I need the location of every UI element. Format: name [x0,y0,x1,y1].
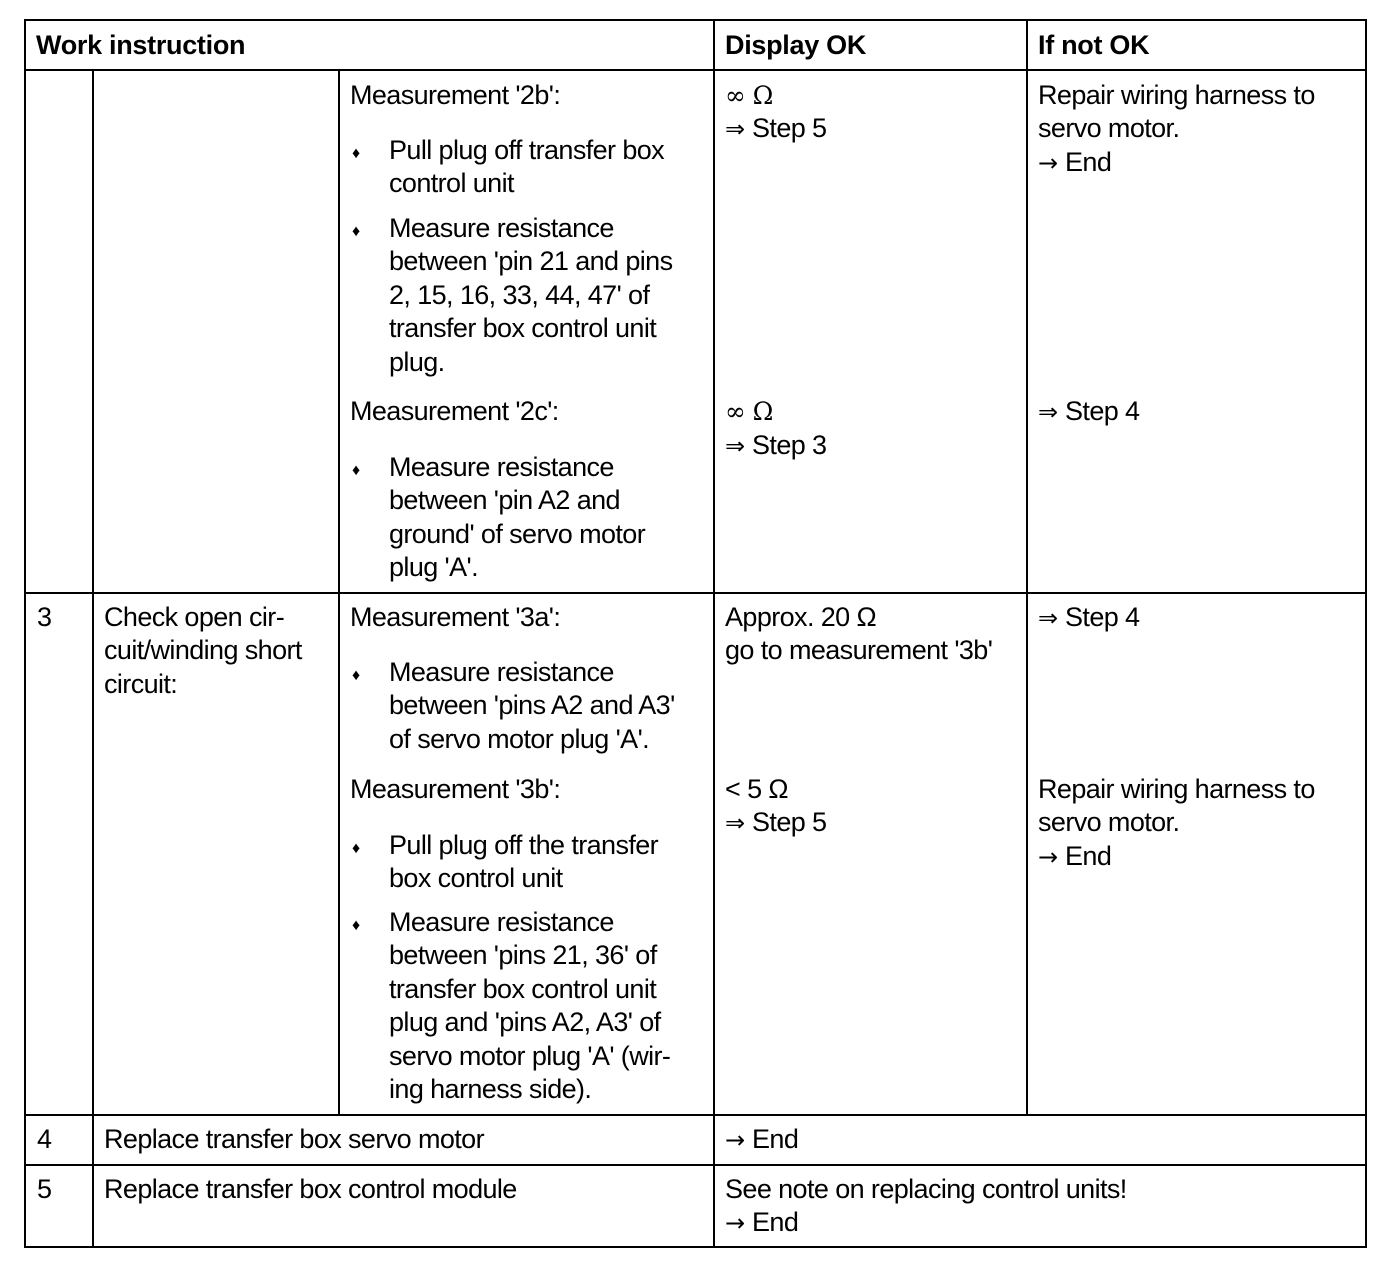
measurement-2c-bullet-1-line-1: Measure resistance [389,452,614,482]
measurement-3b-ifnot-next [1038,840,1111,875]
measurement-2b-display-next [725,112,826,147]
row-5-step-number: 5 [37,1174,52,1204]
measurement-2b-bullet-2-line-4: transfer box control unit [389,313,657,343]
measurement-2b-bullet-1-line-1: Pull plug off transfer box [389,135,665,165]
measurement-3b-ifnot-line-1: Repair wiring harness to [1038,774,1315,804]
row-5-result [725,1206,798,1241]
arrow-right-icon: → [1038,149,1059,177]
measurement-2c-bullet-1-line-4: plug 'A'. [389,552,478,582]
table-border-left [24,19,26,1248]
measurement-2b-ifnot-line-1: Repair wiring harness to [1038,80,1315,110]
measurement-3b-bullet-2-line-1: Measure resistance [389,907,614,937]
measurement-3a-title: Measurement '3a': [350,602,561,632]
measurement-2b-bullet-2-line-3: 2, 15, 16, 33, 44, 47' of [389,280,650,310]
measurement-3a-display-line-2: go to measurement '3b' [725,635,993,665]
measurement-3a-display-value: Approx. 20 Ω [725,602,877,632]
measurement-3a-bullet-1-line-3: of servo motor plug 'A'. [389,724,650,754]
row-4-result [725,1123,798,1158]
col-divider-step [92,69,94,1248]
row-divider-4-5 [24,1164,1367,1166]
measurement-2b-ifnot-line-2: servo motor. [1038,113,1180,143]
table-border-bottom [24,1246,1367,1248]
header-work-instruction: Work instruction [36,30,246,60]
measurement-3b-bullet-2-line-4: plug and 'pins A2, A3' of [389,1007,661,1037]
measurement-3a-ifnot-next [1038,601,1139,636]
double-arrow-icon: ⇒ [1038,604,1059,632]
col-divider-display [713,19,715,1248]
next-step-label: Step 5 [752,113,827,143]
row-4-step-number: 4 [37,1124,52,1154]
arrow-right-icon: → [725,1209,746,1237]
measurement-2b-bullet-1-line-2: control unit [389,168,514,198]
measurement-2c-bullet-1-line-3: ground' of servo motor [389,519,646,549]
measurement-2c-bullet-1-line-2: between 'pin A2 and [389,485,620,515]
row-3-description-line-1: Check open cir- [104,602,285,632]
double-arrow-icon: ⇒ [725,432,746,460]
double-arrow-icon: ⇒ [725,115,746,143]
row-divider-3-4 [24,1114,1367,1116]
next-step-label: Step 5 [752,807,827,837]
row-5-instruction: Replace transfer box control module [104,1174,517,1204]
measurement-3b-ifnot-line-2: servo motor. [1038,807,1180,837]
bullet-icon: ♦ [352,917,361,934]
row-3-step-number: 3 [37,602,52,632]
row-3-description-line-2: cuit/winding short [104,635,302,665]
row-5-note: See note on replacing control units! [725,1174,1127,1204]
row-divider-2-3 [24,592,1367,594]
row-4-instruction: Replace transfer box servo motor [104,1124,484,1154]
next-step-label: End [752,1207,799,1237]
measurement-3a-bullet-1-line-1: Measure resistance [389,657,614,687]
measurement-3b-display-next [725,806,826,841]
measurement-3b-title: Measurement '3b': [350,774,561,804]
measurement-2b-bullet-2-line-1: Measure resistance [389,213,614,243]
double-arrow-icon: ⇒ [1038,398,1059,426]
measurement-3b-display-value: < 5 Ω [725,774,788,804]
measurement-3b-bullet-2-line-2: between 'pins 21, 36' of [389,940,657,970]
arrow-right-icon: → [725,1126,746,1154]
col-divider-description [338,69,340,1116]
measurement-2c-display-next [725,429,826,464]
bullet-icon: ♦ [352,223,361,240]
measurement-3b-bullet-2-line-3: transfer box control unit [389,974,657,1004]
measurement-2b-display-value: ∞ Ω [725,81,773,110]
measurement-3a-bullet-1-line-2: between 'pins A2 and A3' [389,690,675,720]
table-border-top [24,19,1367,21]
bullet-icon: ♦ [352,667,361,684]
measurement-2b-bullet-2-line-2: between 'pin 21 and pins [389,246,673,276]
next-step-label: Step 3 [752,430,827,460]
double-arrow-icon: ⇒ [725,809,746,837]
next-step-label: Step 4 [1065,602,1140,632]
next-step-label: End [1065,147,1112,177]
measurement-3b-bullet-1-line-2: box control unit [389,863,563,893]
measurement-2c-display-value: ∞ Ω [725,397,773,426]
measurement-3b-bullet-2-line-6: ing harness side). [389,1074,592,1104]
header-divider [24,69,1367,71]
header-display-ok: Display OK [725,30,867,60]
measurement-3b-bullet-1-line-1: Pull plug off the transfer [389,830,659,860]
next-step-label: End [1065,841,1112,871]
header-if-not-ok: If not OK [1038,30,1150,60]
bullet-icon: ♦ [352,462,361,479]
arrow-right-icon: → [1038,843,1059,871]
measurement-2c-ifnot-next [1038,395,1139,430]
next-step-label: End [752,1124,799,1154]
col-divider-ifnot [1026,19,1028,1116]
table-border-right [1365,19,1367,1248]
measurement-2b-ifnot-next [1038,146,1111,181]
measurement-3b-bullet-2-line-5: servo motor plug 'A' (wir- [389,1041,671,1071]
bullet-icon: ♦ [352,145,361,162]
row-3-description-line-3: circuit: [104,669,178,699]
next-step-label: Step 4 [1065,396,1140,426]
measurement-2c-title: Measurement '2c': [350,396,559,426]
measurement-2b-bullet-2-line-5: plug. [389,347,445,377]
measurement-2b-title: Measurement '2b': [350,80,561,110]
bullet-icon: ♦ [352,840,361,857]
